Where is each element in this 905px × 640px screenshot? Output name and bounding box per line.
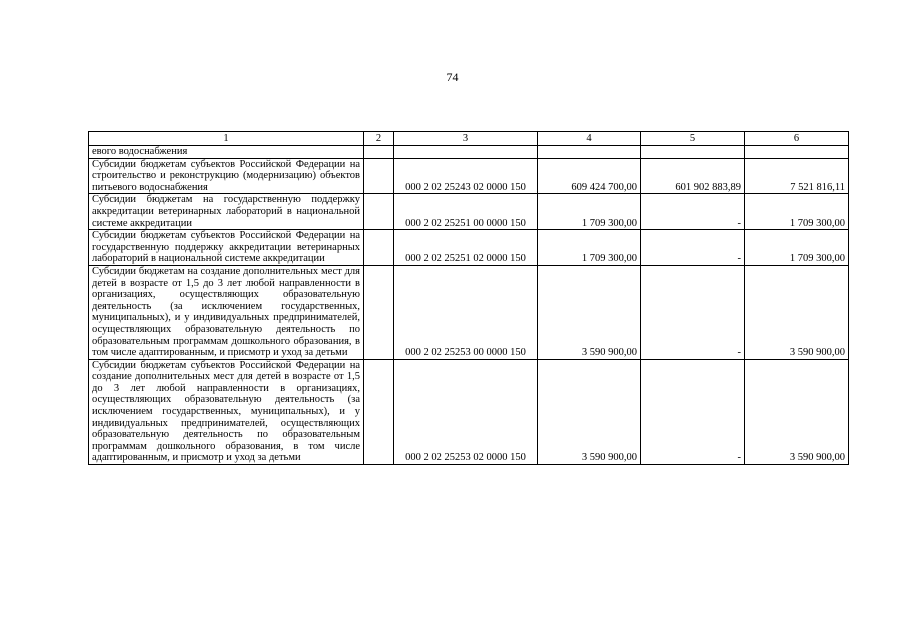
row-col2 <box>364 158 394 194</box>
page-number: 74 <box>446 70 459 84</box>
row-value-6: 3 590 900,00 <box>745 359 849 464</box>
row-col2 <box>364 146 394 159</box>
row-value-4: 1 709 300,00 <box>538 230 641 266</box>
row-code <box>394 146 538 159</box>
row-code: 000 2 02 25243 02 0000 150 <box>394 158 538 194</box>
row-code: 000 2 02 25253 02 0000 150 <box>394 359 538 464</box>
header-row <box>89 132 849 146</box>
table-row <box>89 359 849 464</box>
row-col2 <box>364 230 394 266</box>
row-name: Субсидии бюджетам субъектов Российской Федерации на строительство и реконструкцию (модернизацию) объектов питьевого водоснабжения <box>89 158 364 194</box>
row-value-6: 1 709 300,00 <box>745 230 849 266</box>
row-value-6: 3 590 900,00 <box>745 265 849 359</box>
table-row <box>89 146 849 159</box>
row-value-5: 601 902 883,89 <box>641 158 745 194</box>
column-header-6: 6 <box>745 132 849 146</box>
column-header-5: 5 <box>641 132 745 146</box>
row-code: 000 2 02 25251 00 0000 150 <box>394 194 538 230</box>
row-value-4 <box>538 146 641 159</box>
row-value-6: 1 709 300,00 <box>745 194 849 230</box>
row-name: Субсидии бюджетам на государственную поддержку аккредитации ветеринарных лабораторий в национальной системе аккредитации <box>89 194 364 230</box>
row-value-5: - <box>641 359 745 464</box>
row-value-5: - <box>641 194 745 230</box>
row-name: евого водоснабжения <box>89 146 364 159</box>
row-value-5: - <box>641 265 745 359</box>
row-value-5: - <box>641 230 745 266</box>
column-header-4: 4 <box>538 132 641 146</box>
row-code: 000 2 02 25253 00 0000 150 <box>394 265 538 359</box>
row-value-4: 1 709 300,00 <box>538 194 641 230</box>
table-row <box>89 230 849 266</box>
row-value-4: 609 424 700,00 <box>538 158 641 194</box>
table-row <box>89 265 849 359</box>
row-col2 <box>364 359 394 464</box>
row-value-6 <box>745 146 849 159</box>
column-header-3: 3 <box>394 132 538 146</box>
row-code: 000 2 02 25251 02 0000 150 <box>394 230 538 266</box>
row-value-6: 7 521 816,11 <box>745 158 849 194</box>
row-col2 <box>364 265 394 359</box>
row-value-4: 3 590 900,00 <box>538 359 641 464</box>
table-row <box>89 158 849 194</box>
row-value-4: 3 590 900,00 <box>538 265 641 359</box>
column-header-2: 2 <box>364 132 394 146</box>
row-name: Субсидии бюджетам субъектов Российской Федерации на государственную поддержку аккредитации ветеринарных лабораторий в национальной системе аккредитации <box>89 230 364 266</box>
row-name: Субсидии бюджетам на создание дополнительных мест для детей в возрасте от 1,5 до 3 лет любой направленности в организациях, осуществляющих образовательную деятельность (за исключением государственных, муниципальных), и у индивидуальных предпринимателей, осуществляющих образовательную деятельность по образовательным программам дошкольного образования, в том числе адаптированным, и присмотр и уход за детьми <box>89 265 364 359</box>
row-name: Субсидии бюджетам субъектов Российской Федерации на создание дополнительных мест для детей в возрасте от 1,5 до 3 лет любой направленности в организациях, осуществляющих образовательную деятельность (за исключением государственных, муниципальных), и у индивидуальных предпринимателей, осуществляющих образовательную деятельность по образовательным программам дошкольного образования, в том числе адаптированным, и присмотр и уход за детьми <box>89 359 364 464</box>
row-col2 <box>364 194 394 230</box>
row-value-5 <box>641 146 745 159</box>
column-header-1: 1 <box>89 132 364 146</box>
budget-table <box>88 131 849 465</box>
table-row <box>89 194 849 230</box>
